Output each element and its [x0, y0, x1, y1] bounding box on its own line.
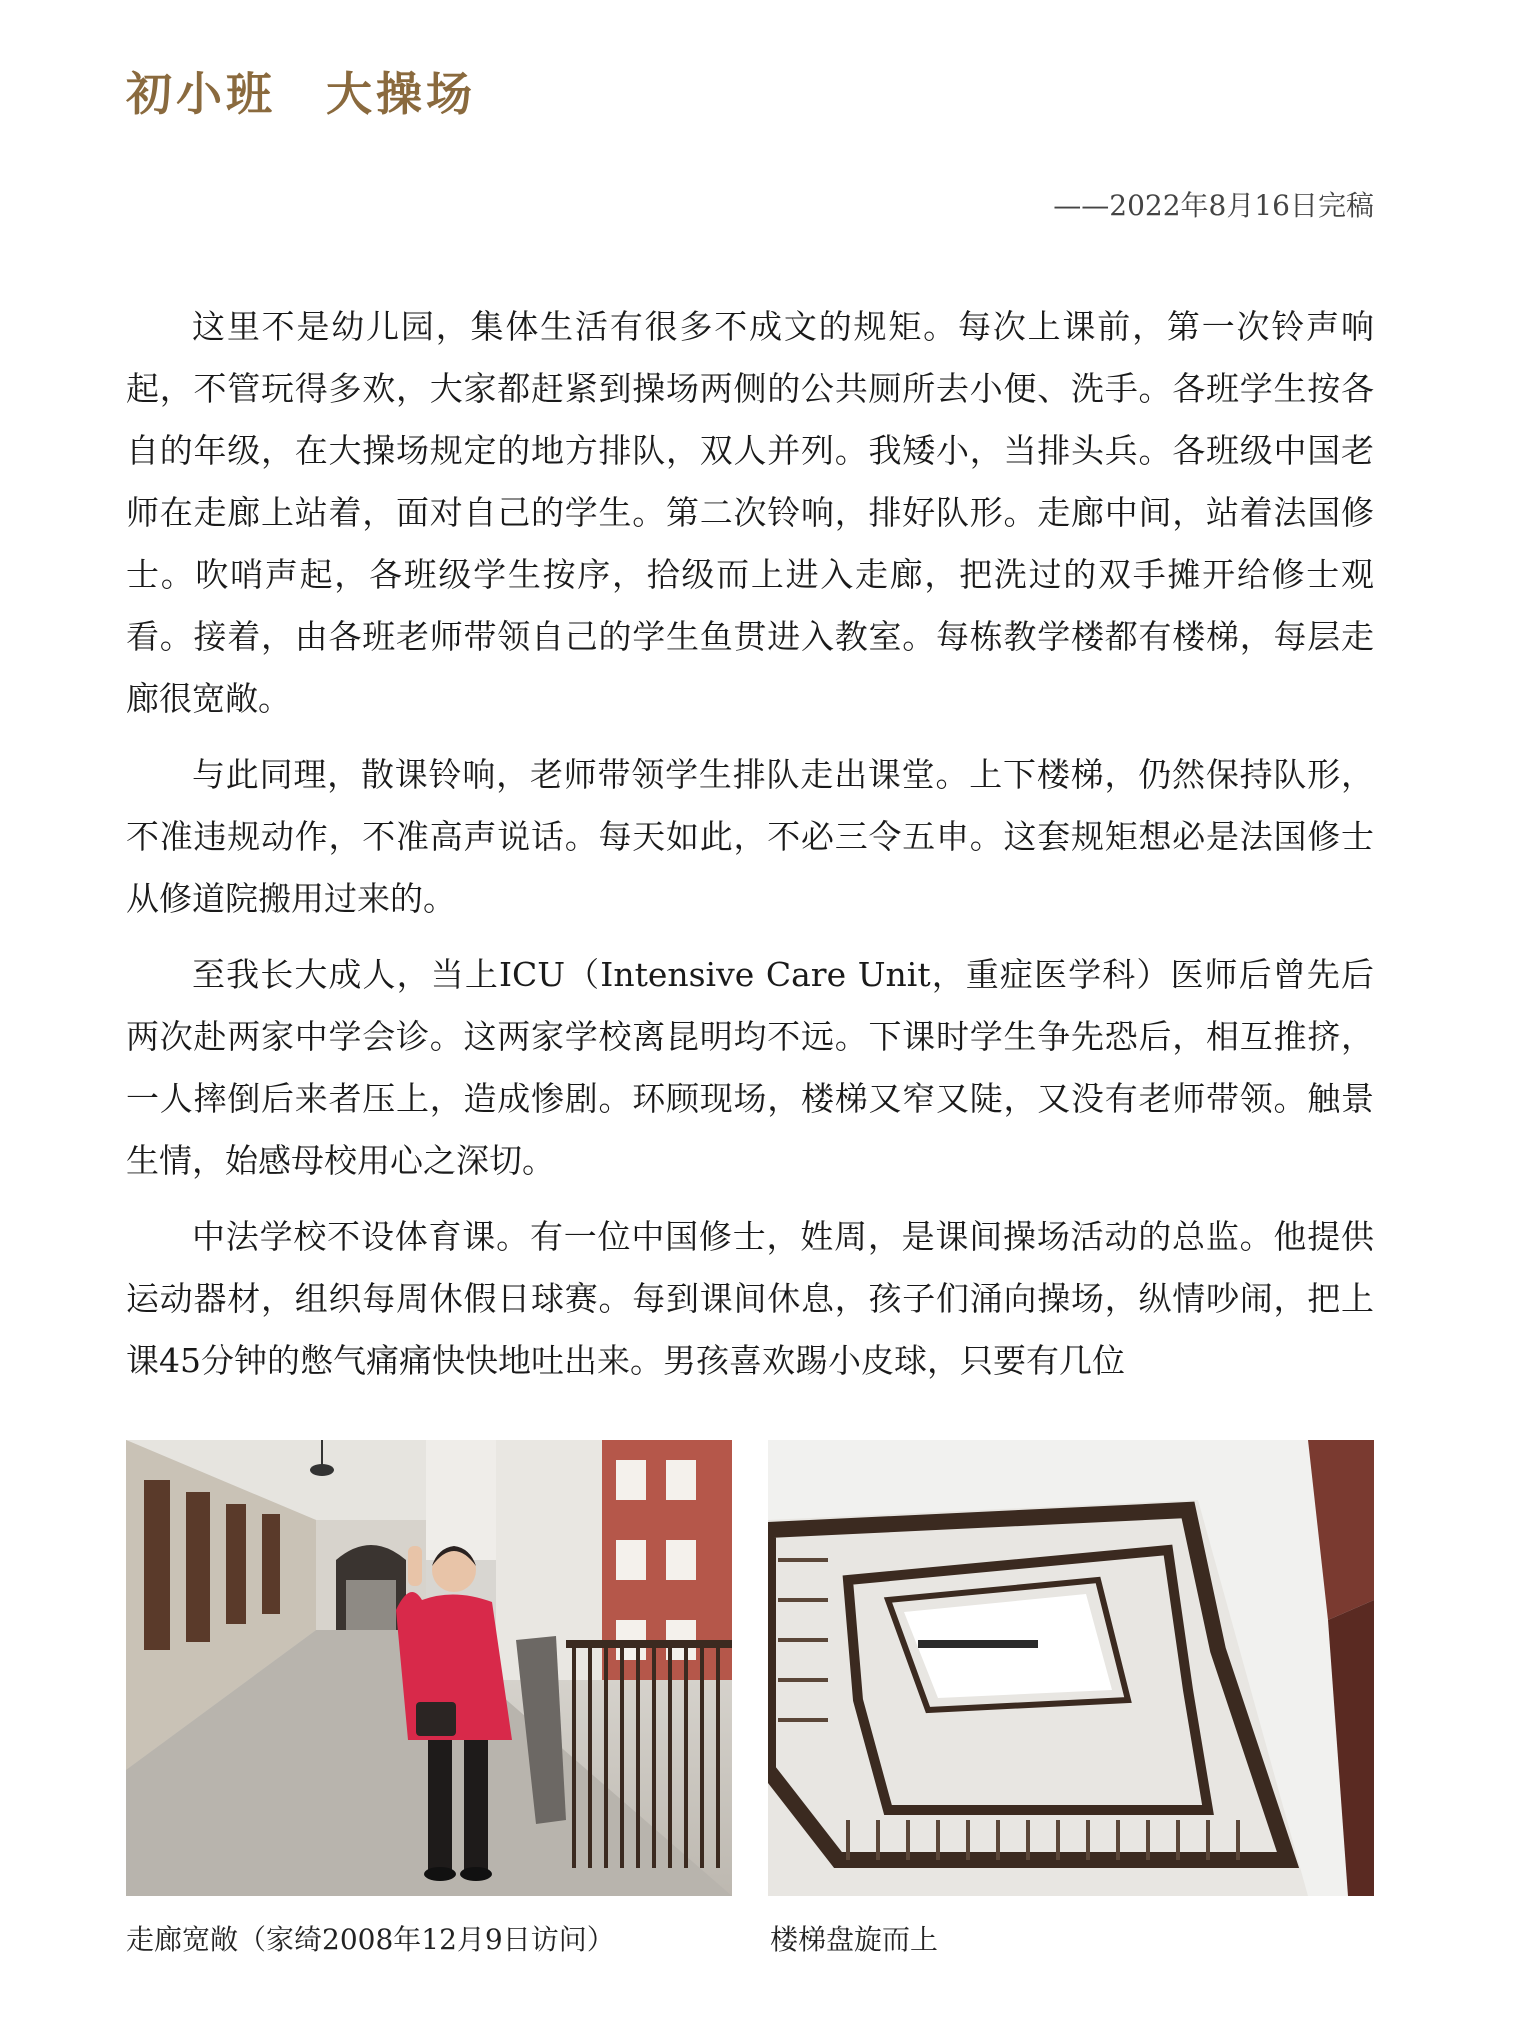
paragraph: 中法学校不设体育课。有一位中国修士，姓周，是课间操场活动的总监。他提供运动器材，组织每周休假日球赛。每到课间休息，孩子们涌向操场，纵情吵闹，把上课45分钟的憋气痛痛快快地吐出来。男孩喜欢踢小皮球，只要有几位 [126, 1217, 1374, 1380]
stairwell-photo [768, 1440, 1374, 1896]
corridor-photo [126, 1440, 732, 1896]
article-body [126, 296, 1374, 1406]
photo-caption-right: 楼梯盘旋而上 [770, 1923, 939, 1956]
corridor-illustration [126, 1440, 732, 1896]
paragraph: 与此同理，散课铃响，老师带领学生排队走出课堂。上下楼梯，仍然保持队形，不准违规动作，不准高声说话。每天如此，不必三令五申。这套规矩想必是法国修士从修道院搬用过来的。 [126, 755, 1374, 918]
completion-date: ——2022年8月16日完稿 [1053, 189, 1374, 222]
paragraph: 至我长大成人，当上ICU（Intensive Care Unit，重症医学科）医师后曾先后两次赴两家中学会诊。这两家学校离昆明均不远。下课时学生争先恐后，相互推挤，一人摔倒后来者压上，造成惨剧。环顾现场，楼梯又窄又陡，又没有老师带领。触景生情，始感母校用心之深切。 [126, 955, 1374, 1180]
page-title: 初小班 大操场 [126, 67, 476, 121]
paragraph: 这里不是幼儿园，集体生活有很多不成文的规矩。每次上课前，第一次铃声响起，不管玩得多欢，大家都赶紧到操场两侧的公共厕所去小便、洗手。各班学生按各自的年级，在大操场规定的地方排队，双人并列。我矮小，当排头兵。各班级中国老师在走廊上站着，面对自己的学生。第二次铃响，排好队形。走廊中间，站着法国修士。吹哨声起，各班级学生按序，拾级而上进入走廊，把洗过的双手摊开给修士观看。接着，由各班老师带领自己的学生鱼贯进入教室。每栋教学楼都有楼梯，每层走廊很宽敞。 [126, 307, 1374, 718]
stairwell-illustration [768, 1440, 1374, 1896]
photo-caption-left: 走廊宽敞（家绮2008年12月9日访问） [126, 1923, 615, 1956]
